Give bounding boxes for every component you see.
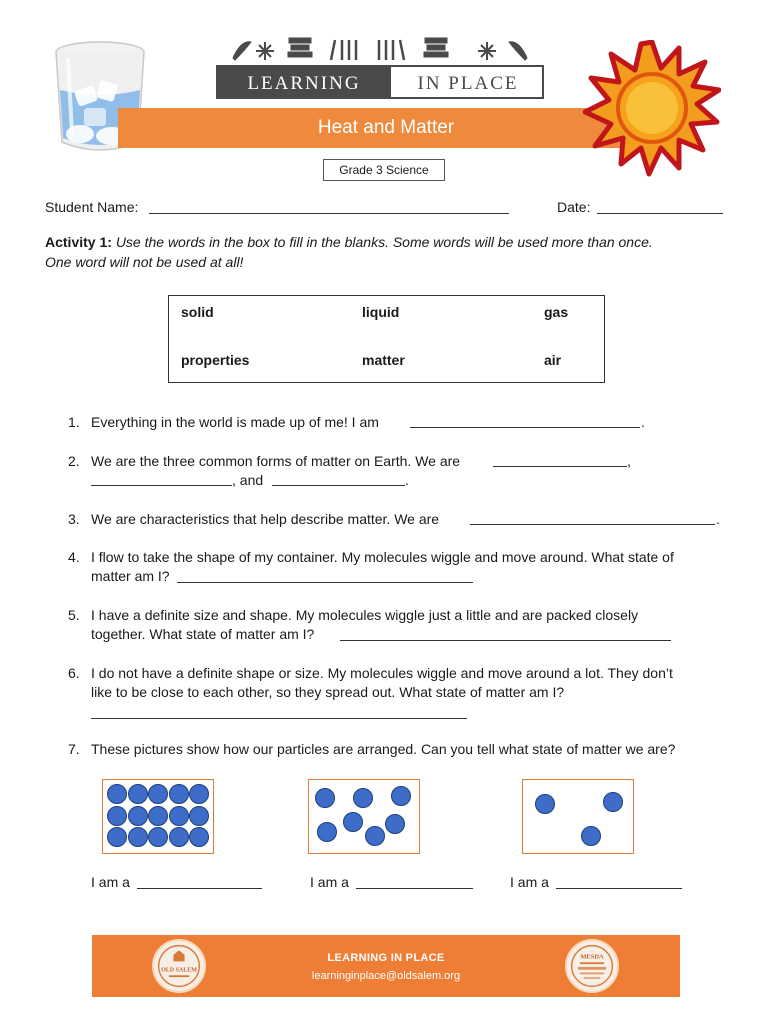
svg-text:MESDA: MESDA	[580, 953, 604, 961]
solid-particle	[128, 827, 148, 847]
pens-icon-2	[379, 40, 404, 60]
question-1-text: Everything in the world is made up of me! I am	[91, 414, 379, 430]
question-number: 6.	[68, 665, 80, 681]
solid-particle	[169, 806, 189, 826]
solid-particle	[189, 784, 209, 804]
word-bank-item: solid	[181, 304, 214, 320]
svg-text:OLD SALEM: OLD SALEM	[161, 967, 197, 974]
logo-word-right: IN PLACE	[417, 73, 519, 94]
old-salem-seal-icon	[152, 939, 206, 993]
liquid-particle	[353, 788, 373, 808]
solid-particle	[148, 827, 168, 847]
question-6-answer-field[interactable]	[91, 718, 467, 719]
solid-particle	[169, 784, 189, 804]
footer-email-link[interactable]: learninginplace@oldsalem.org	[311, 970, 461, 982]
question-2-answer-field-2[interactable]	[91, 485, 232, 486]
word-bank-item: properties	[181, 352, 250, 368]
learning-in-place-logo	[215, 36, 545, 104]
star-icon	[256, 42, 274, 60]
solid-particle	[148, 806, 168, 826]
sun-icon	[583, 40, 721, 178]
word-bank-item: gas	[544, 304, 569, 320]
liquid-particle	[385, 814, 405, 834]
liquid-particle	[391, 786, 411, 806]
solid-particle	[148, 784, 168, 804]
liquid-particle	[343, 812, 363, 832]
grade-label: Grade 3 Science	[323, 159, 445, 181]
question-3-answer-field[interactable]	[470, 524, 715, 525]
solid-particle	[189, 806, 209, 826]
question-5-text-line-2: together. What state of matter am I?	[91, 626, 315, 642]
quill-icon-2	[509, 42, 527, 60]
question-6-text-line-2: like to be close to each other, so they spread out. What state of matter am I?	[91, 684, 565, 700]
liquid-particle	[365, 826, 385, 846]
question-2-and: , and	[232, 472, 264, 488]
solid-particles-diagram	[102, 779, 214, 854]
activity-instructions	[45, 233, 735, 272]
footer-title: LEARNING IN PLACE	[327, 952, 445, 964]
question-4-text-line-2: matter am I?	[91, 568, 170, 584]
pens-icon	[331, 40, 356, 60]
activity-instructions-line-1: Use the words in the box to fill in the blanks. Some words will be used more than once.	[115, 234, 653, 250]
question-2-period: .	[405, 472, 409, 488]
solid-particle	[128, 784, 148, 804]
star-icon-2	[478, 42, 496, 60]
question-number: 5.	[68, 607, 80, 623]
question-1-period: .	[641, 414, 645, 430]
answer-label-1: I am a	[91, 874, 130, 890]
activity-instructions-line-2: One word will not be used at all!	[45, 253, 244, 270]
question-3-period: .	[716, 511, 720, 527]
gas-particles-diagram	[522, 779, 634, 854]
question-7-text: These pictures show how our particles are arranged. Can you tell what state of matter we are?	[91, 741, 676, 757]
solid-particle	[128, 806, 148, 826]
solid-particle	[107, 784, 127, 804]
word-bank-item: matter	[362, 352, 405, 368]
question-number: 3.	[68, 511, 80, 527]
logo-word-left: LEARNING	[247, 73, 361, 94]
activity-label: Activity 1:	[45, 234, 112, 250]
question-2-text: We are the three common forms of matter on Earth. We are	[91, 453, 461, 469]
quill-icon	[233, 42, 251, 60]
date-label: Date:	[557, 199, 591, 215]
liquid-particle	[315, 788, 335, 808]
question-4-text-line-1: I flow to take the shape of my container. My molecules wiggle and move around. What state of	[91, 549, 674, 565]
gas-particle	[535, 794, 555, 814]
solid-particle	[189, 827, 209, 847]
question-3-text: We are characteristics that help describe matter. We are	[91, 511, 440, 527]
question-number: 2.	[68, 453, 80, 469]
answer-field-2[interactable]	[356, 888, 473, 889]
liquid-particles-diagram	[308, 779, 420, 854]
question-2-answer-field-1[interactable]	[493, 466, 627, 467]
solid-particle	[169, 827, 189, 847]
question-number: 7.	[68, 741, 80, 757]
answer-field-3[interactable]	[556, 888, 682, 889]
question-4-answer-field[interactable]	[177, 582, 473, 583]
solid-particle	[107, 806, 127, 826]
solid-particle	[107, 827, 127, 847]
book-stack-icon-2	[424, 38, 448, 57]
word-bank-item: liquid	[362, 304, 400, 320]
answer-label-3: I am a	[510, 874, 549, 890]
word-bank-item: air	[544, 352, 562, 368]
question-number: 1.	[68, 414, 80, 430]
question-1-answer-field[interactable]	[410, 427, 640, 428]
date-field[interactable]	[597, 213, 723, 214]
liquid-particle	[317, 822, 337, 842]
question-5-text-line-1: I have a definite size and shape. My molecules wiggle just a little and are packed closely	[91, 607, 639, 623]
page-title: Heat and Matter	[317, 117, 455, 138]
student-name-label: Student Name:	[45, 199, 139, 215]
question-2-comma: ,	[627, 453, 631, 469]
mesda-seal-icon	[565, 939, 619, 993]
question-5-answer-field[interactable]	[340, 640, 671, 641]
question-number: 4.	[68, 549, 80, 565]
answer-field-1[interactable]	[137, 888, 262, 889]
question-6-text-line-1: I do not have a definite shape or size. My molecules wiggle and move around a lot. They don’t	[91, 665, 673, 681]
student-name-field[interactable]	[149, 213, 509, 214]
gas-particle	[603, 792, 623, 812]
book-stack-icon	[288, 38, 312, 57]
answer-label-2: I am a	[310, 874, 349, 890]
question-2-answer-field-3[interactable]	[272, 485, 405, 486]
gas-particle	[581, 826, 601, 846]
